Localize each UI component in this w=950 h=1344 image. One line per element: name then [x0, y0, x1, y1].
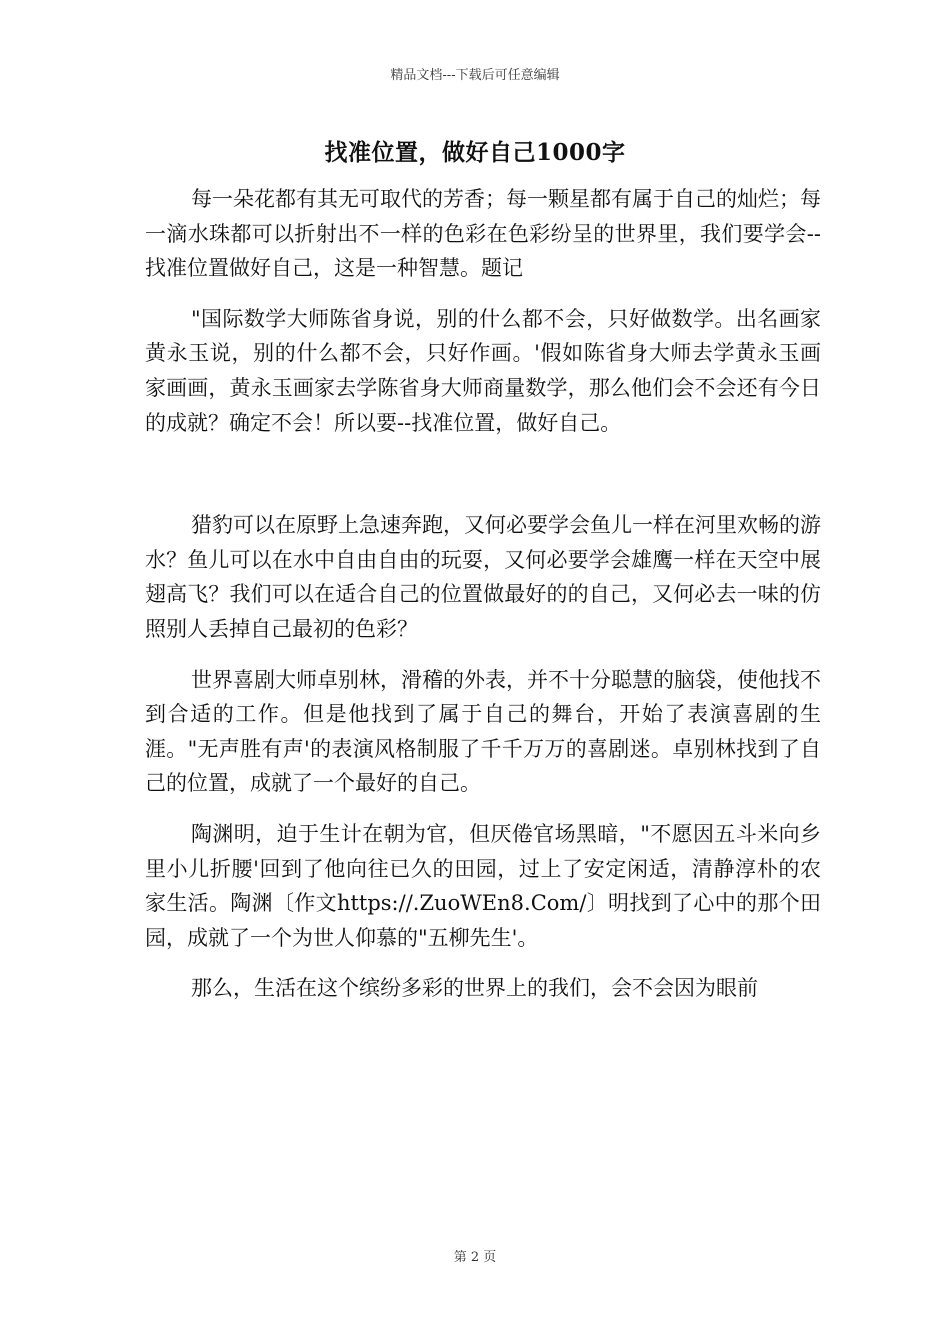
page-number: 第 2 页 — [453, 1250, 497, 1265]
paragraph-gap — [145, 286, 821, 302]
paragraph-gap — [145, 955, 821, 971]
blank-line — [145, 440, 821, 508]
paragraph-4: 世界喜剧大师卓别林，滑稽的外表，并不十分聪慧的脑袋，使他找不到合适的工作。但是他找到了属于自己的舞台，开始了表演喜剧的生涯。"无声胜有声'的表演风格制服了千千万万的喜剧迷。卓别林找到了自己的位置，成就了一个最好的自己。 — [145, 667, 821, 796]
paragraph-5: 陶渊明，迫于生计在朝为官，但厌倦官场黑暗，"不愿因五斗米向乡里小儿折腰'回到了他向往已久的田园，过上了安定闲适，清静淳朴的农家生活。陶渊〔作文https://.ZuoWEn8.Com/〕明找到了心中的那个田园，成就了一个为世人仰慕的"五柳先生'。 — [145, 821, 821, 950]
paragraph-2: "国际数学大师陈省身说，别的什么都不会，只好做数学。出名画家黄永玉说，别的什么都不会，只好作画。'假如陈省身大师去学黄永玉画家画画，黄永玉画家去学陈省身大师商量数学，那么他们会不会还有今日的成就？确定不会！所以要--找准位置，做好自己。 — [145, 306, 821, 435]
paragraph-1: 每一朵花都有其无可取代的芳香；每一颗星都有属于自己的灿烂；每一滴水珠都可以折射出不一样的色彩在色彩纷呈的世界里，我们要学会--找准位置做好自己，这是一种智慧。题记 — [145, 187, 821, 281]
document-title: 找准位置，做好自己1000字 — [324, 139, 626, 166]
paragraph-3: 猎豹可以在原野上急速奔跑，又何必要学会鱼儿一样在河里欢畅的游水？鱼儿可以在水中自由自由的玩耍，又何必要学会雄鹰一样在天空中展翅高飞？我们可以在适合自己的位置做最好的的自己，又何必去一味的仿照别人丢掉自己最初的色彩？ — [145, 513, 821, 641]
paragraph-gap — [145, 801, 821, 817]
document-body — [145, 182, 821, 1006]
paragraph-6: 那么，生活在这个缤纷多彩的世界上的我们，会不会因为眼前 — [191, 976, 758, 1001]
paragraph-gap — [145, 647, 821, 663]
page-header: 精品文档---下载后可任意编辑 — [390, 68, 560, 83]
